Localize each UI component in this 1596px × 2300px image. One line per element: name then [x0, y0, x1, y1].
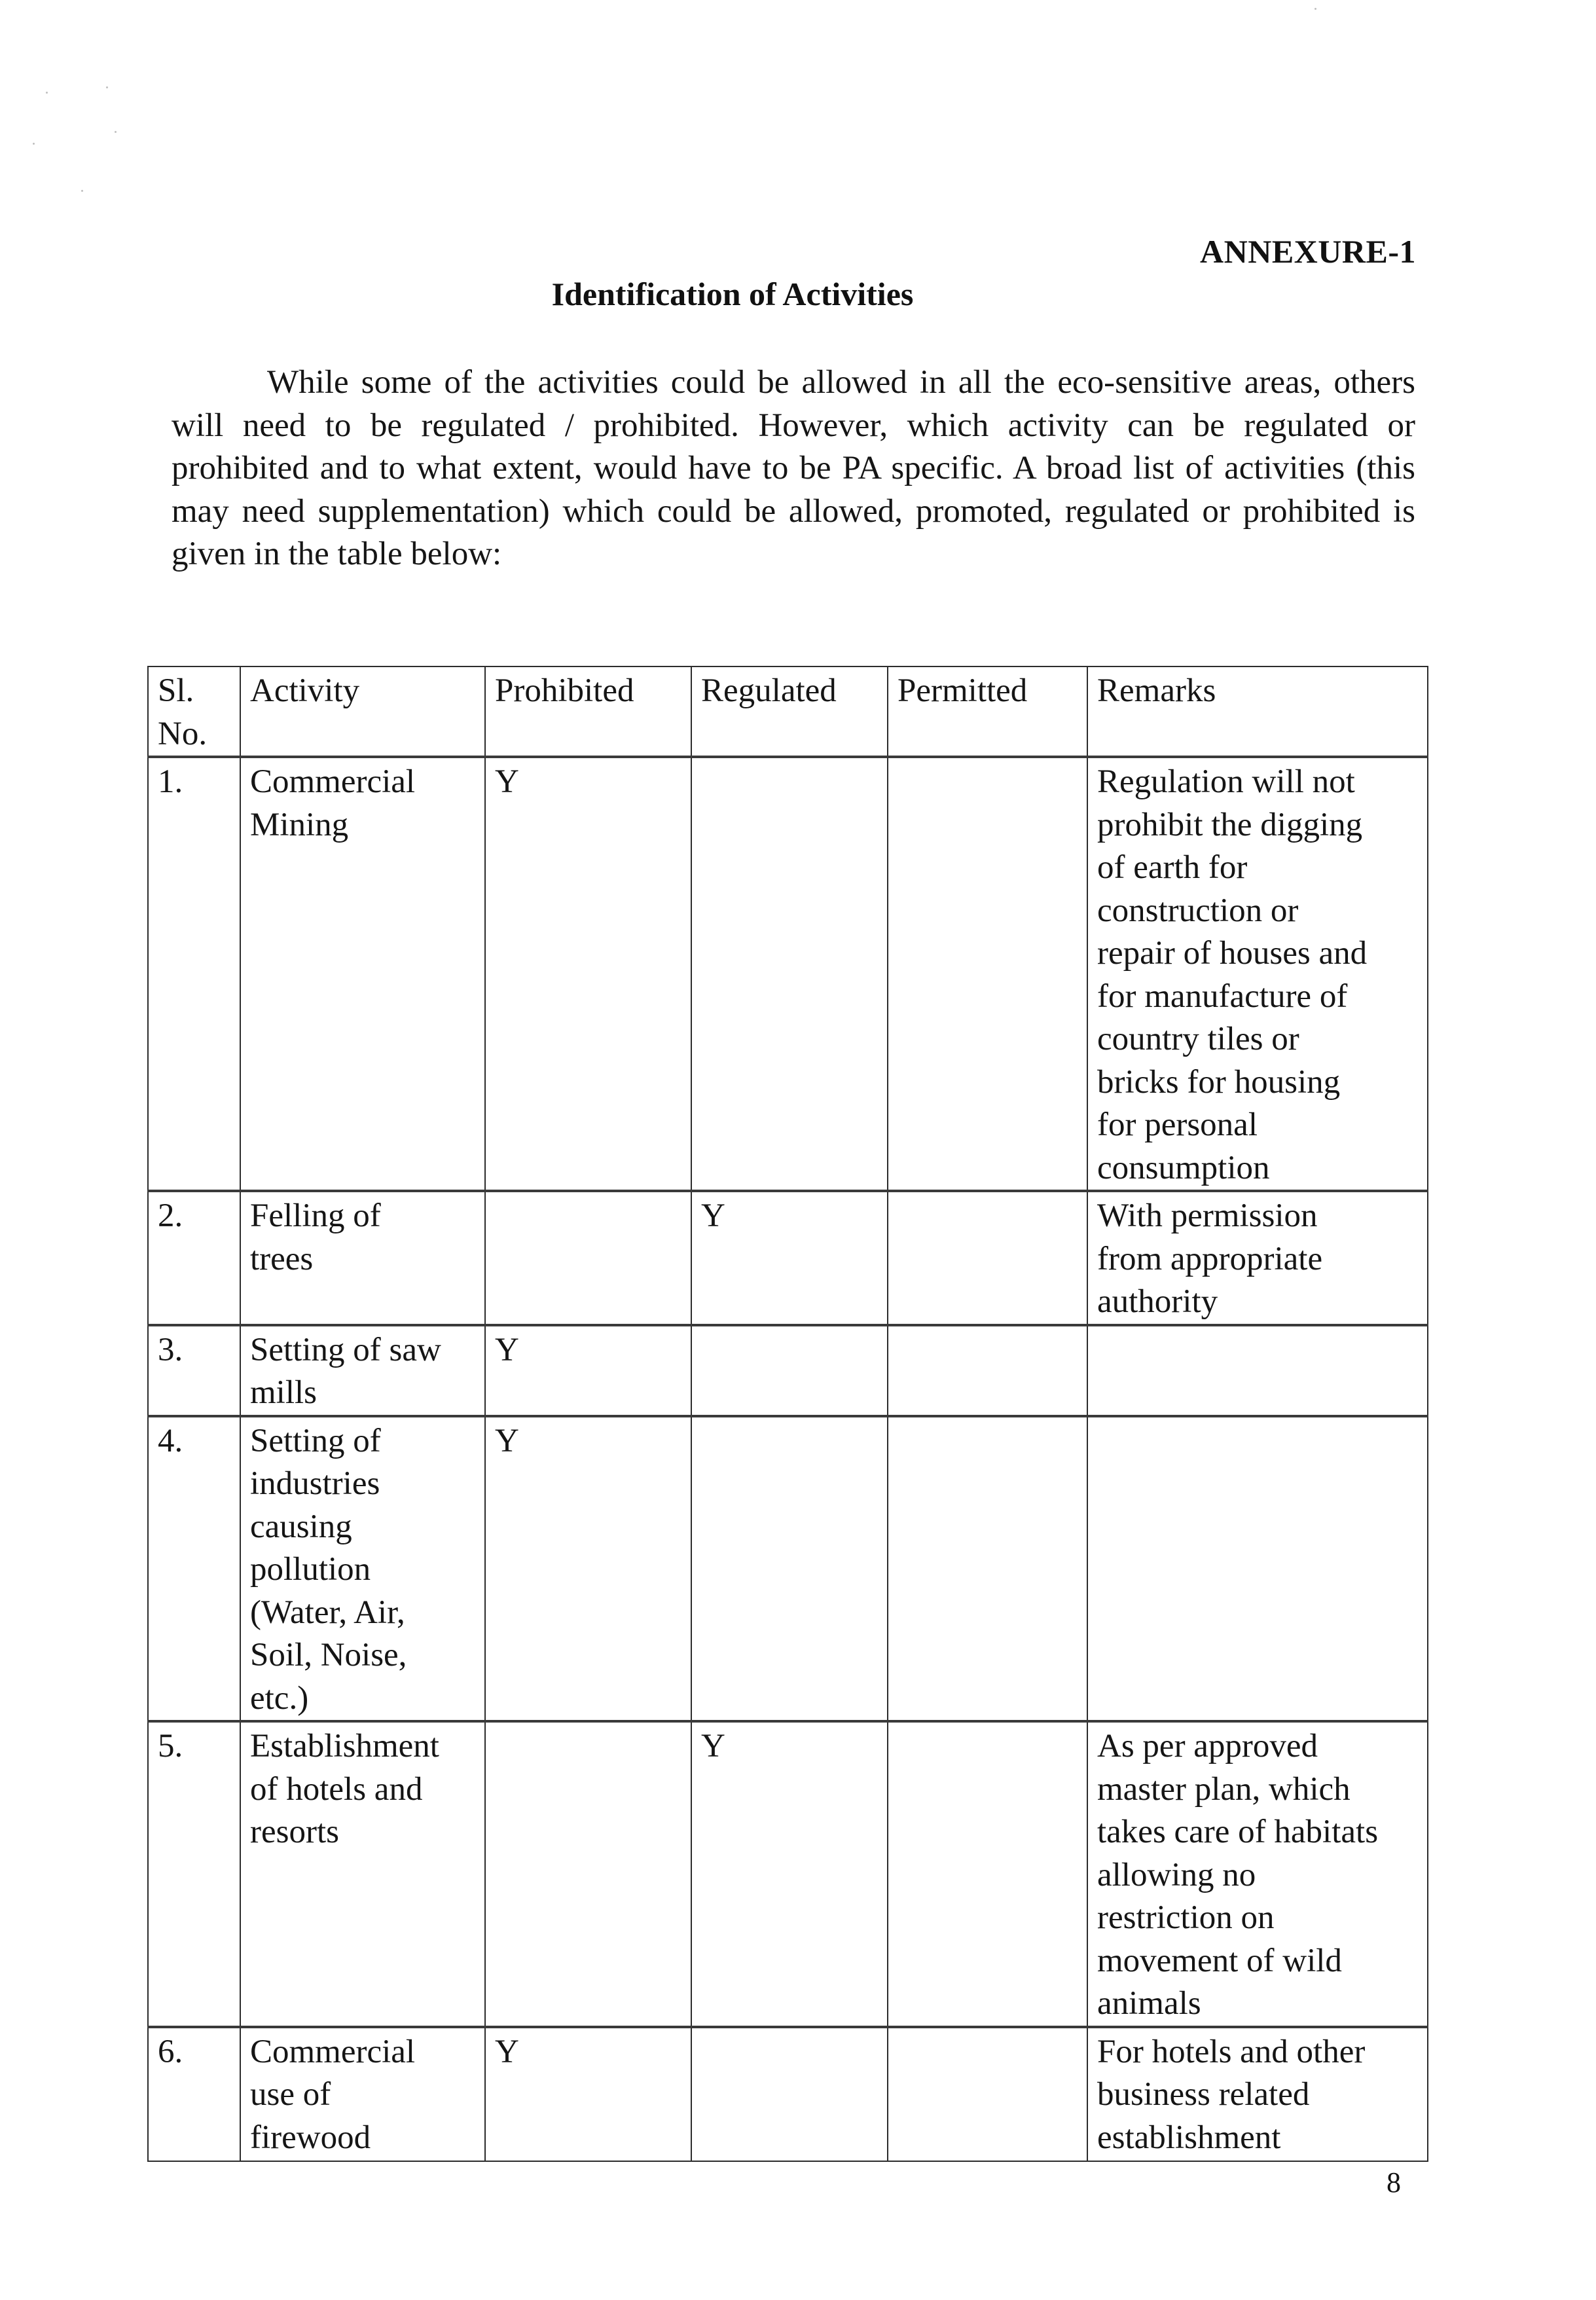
cell-regulated: [691, 1721, 888, 2027]
cell-text: Setting of industries causing pollution (Water, Air, Soil, Noise, etc.): [250, 1422, 407, 1717]
activities-table-container: [147, 666, 1427, 2162]
cell-text: Y: [701, 1728, 725, 1764]
cell-remarks: [1087, 2027, 1428, 2161]
scan-speck: [46, 92, 48, 94]
scan-speck: [1315, 8, 1316, 10]
cell-text: 2.: [158, 1197, 183, 1234]
cell-prohibited: [485, 1325, 691, 1416]
cell-sl-no: [148, 2027, 240, 2161]
cell-text: Y: [701, 1197, 725, 1234]
cell-remarks: [1087, 1191, 1428, 1325]
column-header-label: Activity: [250, 672, 360, 709]
cell-prohibited: [485, 1191, 691, 1325]
cell-remarks: [1087, 1416, 1428, 1722]
column-header-prohibited: [485, 666, 691, 757]
scan-speck: [33, 143, 35, 145]
cell-text: 4.: [158, 1422, 183, 1459]
cell-remarks: [1087, 1325, 1428, 1416]
cell-sl-no: [148, 1721, 240, 2027]
table-row: [148, 2027, 1428, 2161]
table-row: [148, 1191, 1428, 1325]
cell-permitted: [888, 1325, 1087, 1416]
cell-permitted: [888, 1416, 1087, 1722]
annexure-label: ANNEXURE-1: [1200, 233, 1416, 270]
page-title: [0, 275, 1596, 313]
cell-remarks: [1087, 757, 1428, 1191]
cell-text: 5.: [158, 1728, 183, 1764]
column-header-label: Regulated: [701, 672, 837, 709]
cell-text: With permission from appropriate authority: [1097, 1197, 1323, 1320]
intro-paragraph: While some of the activities could be allowed in all the eco-sensitive areas, others will need to be regulated / prohibited. However, which activity can be regulated or prohibited and to what extent, would have to be PA specific. A broad list of activities (this may need supplementation) which could be allowed, promoted, regulated or prohibited is given in the table below:: [172, 364, 1415, 572]
cell-prohibited: [485, 757, 691, 1191]
cell-text: 1.: [158, 763, 183, 800]
table-row: [148, 1416, 1428, 1722]
cell-remarks: [1087, 1721, 1428, 2027]
cell-prohibited: [485, 1721, 691, 2027]
cell-text: Setting of saw mills: [250, 1331, 441, 1411]
scan-speck: [115, 131, 117, 133]
cell-regulated: [691, 1325, 888, 1416]
cell-activity: [240, 1721, 485, 2027]
page-title-text: Identification of Activities: [551, 276, 914, 312]
cell-text: As per approved master plan, which takes care of habitats allowing no restriction on movement of wild animals: [1097, 1728, 1379, 2022]
cell-activity: [240, 1325, 485, 1416]
cell-activity: [240, 1191, 485, 1325]
cell-sl-no: [148, 1416, 240, 1722]
cell-activity: [240, 757, 485, 1191]
table-header-row: [148, 666, 1428, 757]
cell-text: Commercial Mining: [250, 763, 416, 843]
scan-speck: [81, 190, 83, 192]
cell-regulated: [691, 1191, 888, 1325]
cell-prohibited: [485, 2027, 691, 2161]
table-row: [148, 1721, 1428, 2027]
column-header-label: Sl. No.: [158, 672, 208, 752]
cell-text: 3.: [158, 1331, 183, 1368]
scan-speck: [106, 86, 108, 88]
cell-sl-no: [148, 1191, 240, 1325]
cell-text: Regulation will not prohibit the digging of earth for construction or repair of houses and for manufacture of country tiles or bricks for housing for personal consumption: [1097, 763, 1368, 1186]
cell-sl-no: [148, 1325, 240, 1416]
column-header-remarks: [1087, 666, 1428, 757]
table-row: [148, 1325, 1428, 1416]
cell-prohibited: [485, 1416, 691, 1722]
page-number: 8: [1387, 2166, 1401, 2199]
column-header-activity: [240, 666, 485, 757]
cell-permitted: [888, 757, 1087, 1191]
cell-regulated: [691, 1416, 888, 1722]
cell-activity: [240, 1416, 485, 1722]
cell-text: Commercial use of firewood: [250, 2033, 416, 2156]
cell-text: 6.: [158, 2033, 183, 2070]
cell-permitted: [888, 2027, 1087, 2161]
cell-permitted: [888, 1721, 1087, 2027]
cell-sl-no: [148, 757, 240, 1191]
cell-text: Felling of trees: [250, 1197, 381, 1277]
cell-regulated: [691, 757, 888, 1191]
table-row: [148, 757, 1428, 1191]
column-header-regulated: [691, 666, 888, 757]
cell-text: For hotels and other business related establishment: [1097, 2033, 1366, 2156]
cell-activity: [240, 2027, 485, 2161]
cell-text: Y: [495, 2033, 519, 2070]
cell-text: Y: [495, 1331, 519, 1368]
cell-regulated: [691, 2027, 888, 2161]
column-header-permitted: [888, 666, 1087, 757]
cell-text: Y: [495, 1422, 519, 1459]
column-header-label: Remarks: [1097, 672, 1216, 709]
column-header-label: Prohibited: [495, 672, 634, 709]
cell-text: Y: [495, 763, 519, 800]
cell-text: Establishment of hotels and resorts: [250, 1728, 439, 1850]
column-header-sl-no: [148, 666, 240, 757]
column-header-label: Permitted: [898, 672, 1028, 709]
cell-permitted: [888, 1191, 1087, 1325]
activities-table: [147, 666, 1428, 2162]
